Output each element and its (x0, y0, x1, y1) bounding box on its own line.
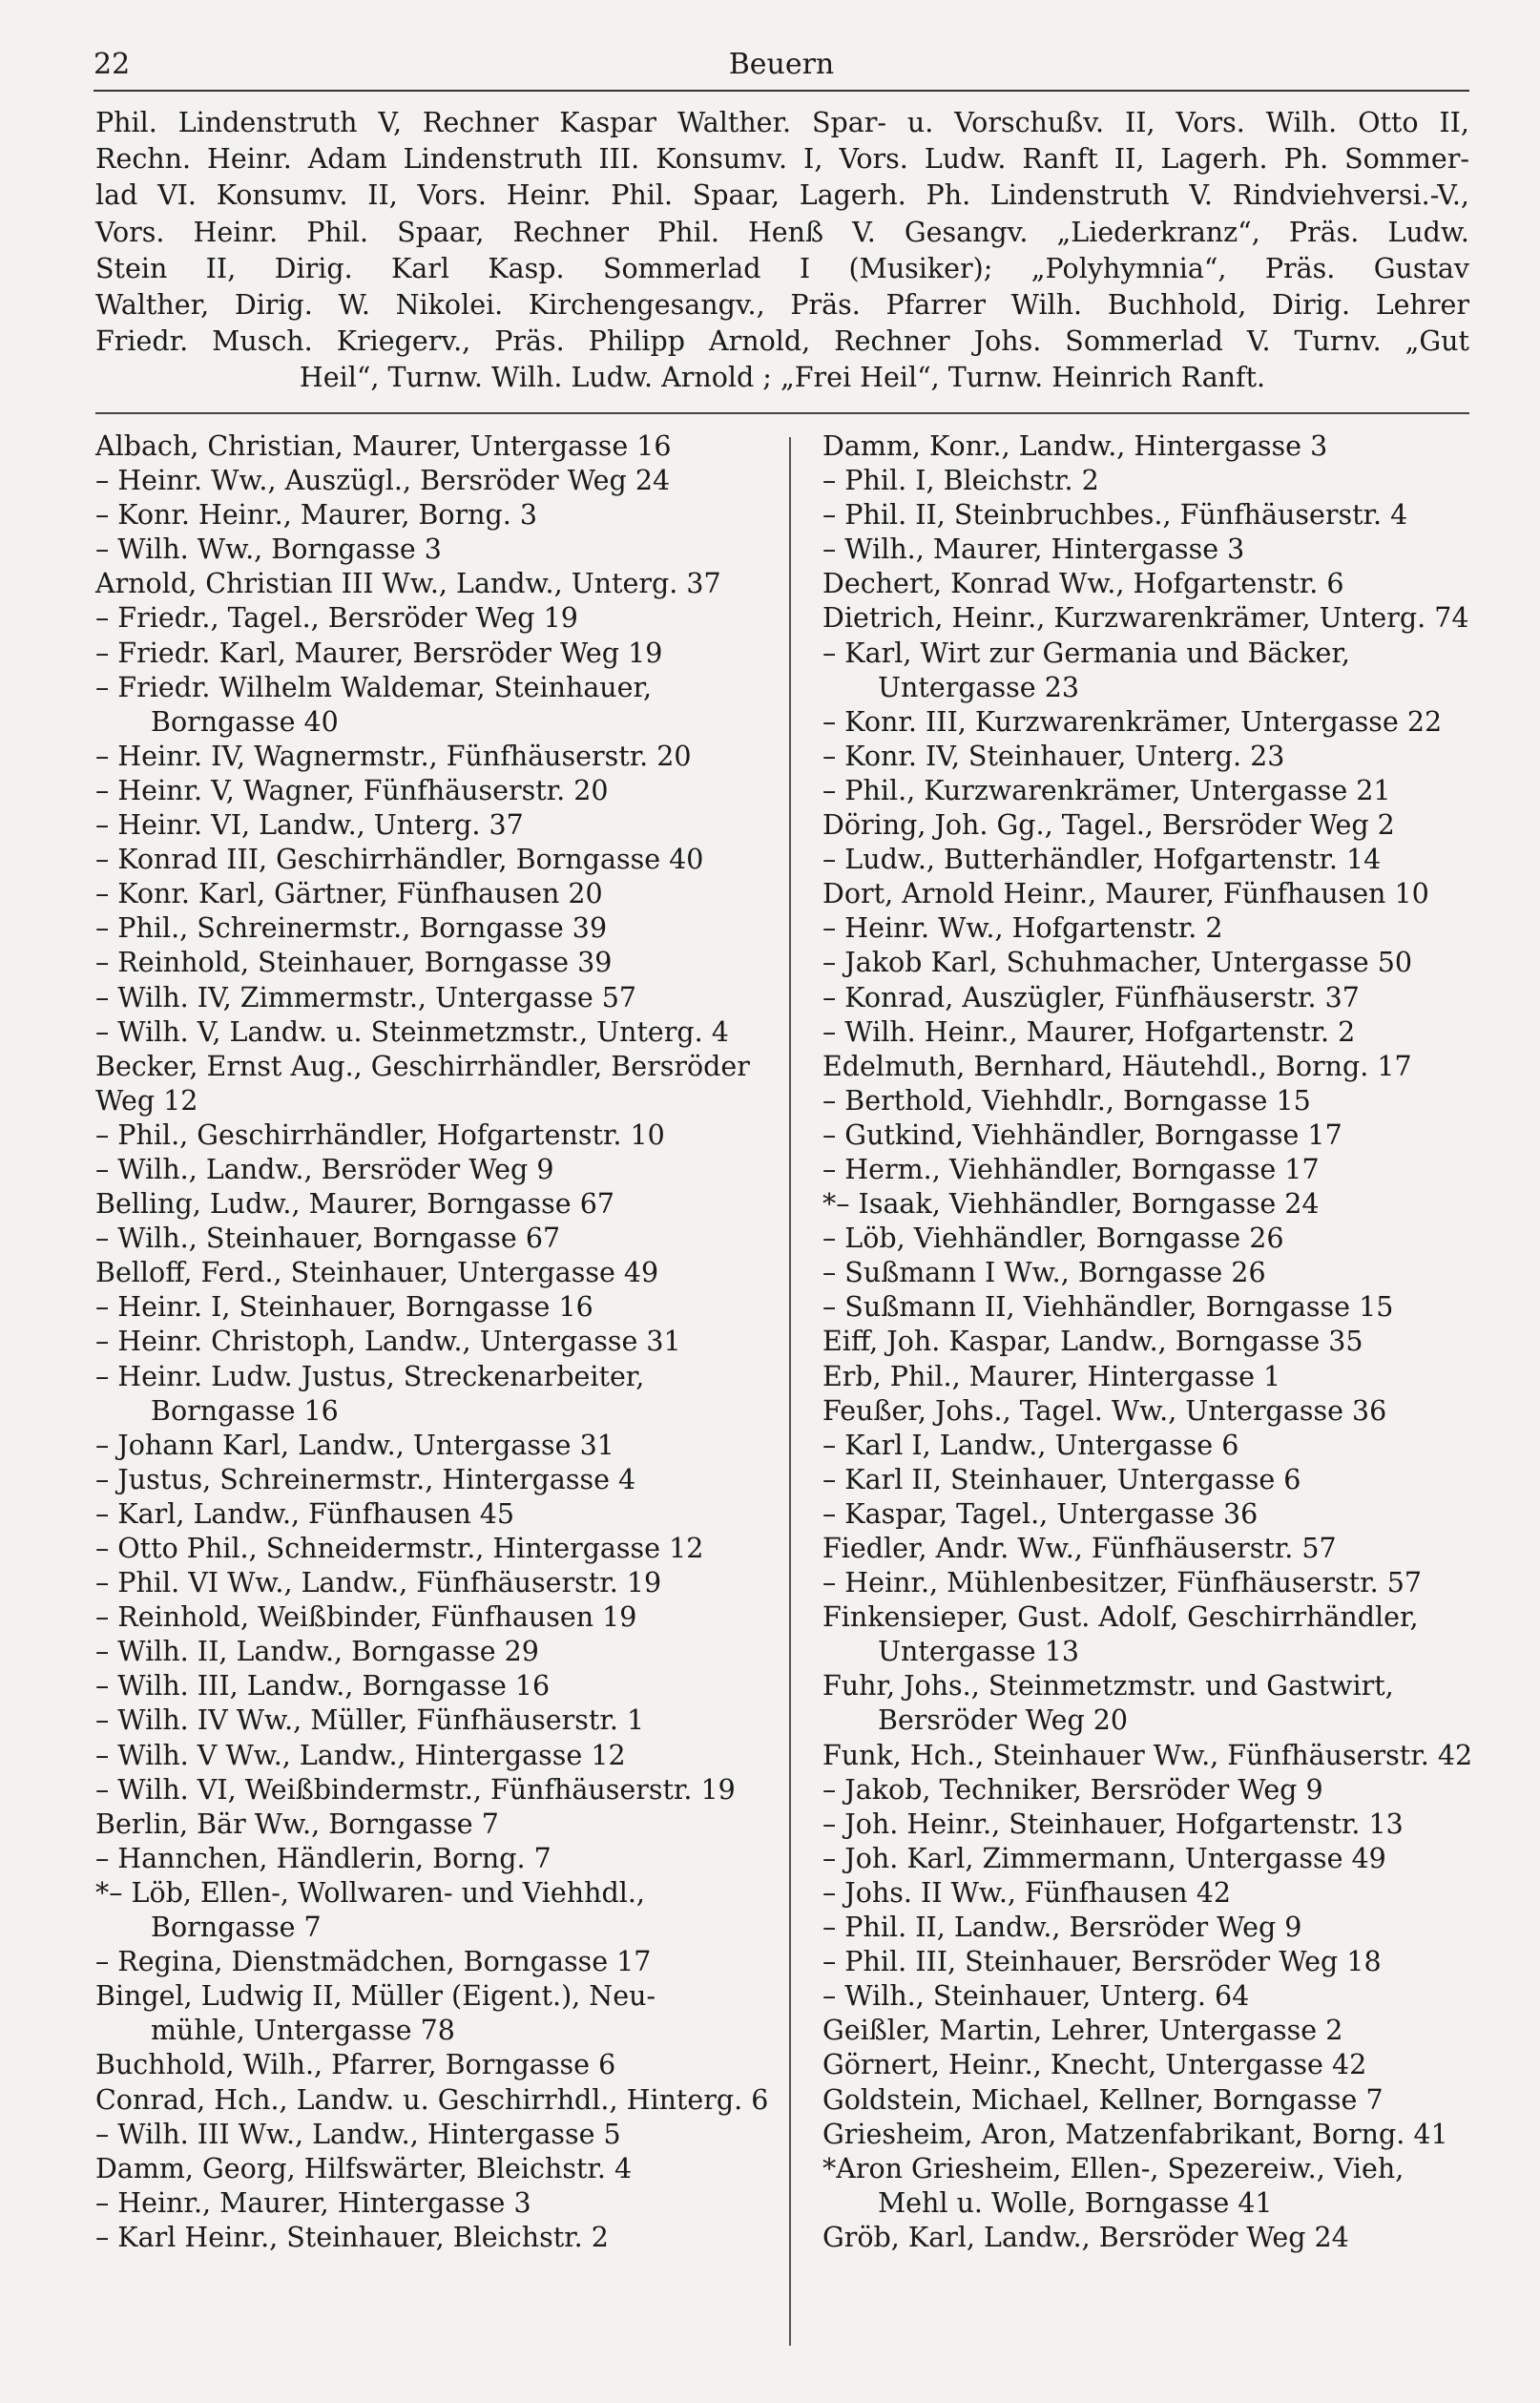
directory-entry: Bingel, Ludwig II, Müller (Eigent.), Neu- (95, 1980, 656, 2013)
directory-entry: – Heinr. Ww., Hofgartenstr. 2 (822, 912, 1223, 945)
directory-entry: – Joh. Heinr., Steinhauer, Hofgartenstr. 13 (822, 1807, 1404, 1840)
directory-entry: – Heinr. V, Wagner, Fünfhäuserstr. 20 (95, 774, 609, 806)
directory-entry: – Phil. VI Ww., Landw., Fünfhäuserstr. 19 (95, 1567, 662, 1599)
intro-line: Phil. Lindenstruth V, Rechner Kaspar Walther. Spar- u. Vorschußv. II, Vors. Wilh. Otto II, (95, 107, 1469, 138)
directory-entry: Borngasse 16 (151, 1394, 339, 1427)
directory-entry: Goldstein, Michael, Kellner, Borngasse 7 (822, 2083, 1384, 2116)
directory-entry: Fiedler, Andr. Ww., Fünfhäuserstr. 57 (822, 1533, 1337, 1564)
directory-entry: – Karl, Wirt zur Germania und Bäcker, (822, 637, 1350, 669)
directory-entry: – Karl, Landw., Fünfhausen 45 (95, 1497, 515, 1530)
intro-line: Vors. Heinr. Phil. Spaar, Rechner Phil. Henß V. Gesangv. „Liederkranz“, Präs. Ludw. (95, 216, 1469, 248)
directory-entry: – Wilh. III Ww., Landw., Hintergasse 5 (95, 2118, 621, 2150)
directory-entry: – Karl I, Landw., Untergasse 6 (822, 1429, 1239, 1461)
directory-entry: – Phil. II, Landw., Bersröder Weg 9 (822, 1912, 1302, 1944)
directory-entry: Borngasse 7 (151, 1912, 322, 1944)
directory-entry: Becker, Ernst Aug., Geschirrhändler, Bersröder (95, 1050, 750, 1082)
directory-entry: – Konr. IV, Steinhauer, Unterg. 23 (822, 740, 1285, 772)
directory-entry: – Herm., Viehhändler, Borngasse 17 (822, 1153, 1320, 1185)
directory-entry: – Ludw., Butterhändler, Hofgartenstr. 14 (822, 844, 1382, 876)
directory-entry: Dechert, Konrad Ww., Hofgartenstr. 6 (822, 568, 1344, 600)
header-rule (94, 90, 1469, 92)
directory-entry: – Wilh., Landw., Bersröder Weg 9 (95, 1153, 554, 1185)
residents-column-left (95, 429, 769, 2255)
directory-entry: Berlin, Bär Ww., Borngasse 7 (95, 1807, 499, 1840)
directory-entry: – Heinr., Mühlenbesitzer, Fünfhäuserstr. 57 (822, 1567, 1423, 1599)
directory-entry: – Wilh. IV, Zimmermstr., Untergasse 57 (95, 981, 637, 1013)
directory-entry: – Heinr. VI, Landw., Unterg. 37 (95, 809, 524, 842)
directory-entry: – Regina, Dienstmädchen, Borngasse 17 (95, 1946, 652, 1978)
directory-entry: – Sußmann II, Viehhändler, Borngasse 15 (822, 1291, 1394, 1324)
directory-entry: – Phil., Geschirrhändler, Hofgartenstr. 10 (95, 1118, 665, 1151)
directory-entry: Belloff, Ferd., Steinhauer, Untergasse 49 (95, 1257, 659, 1289)
directory-entry: – Konr. III, Kurzwarenkrämer, Untergasse 22 (822, 705, 1443, 738)
directory-entry: Dietrich, Heinr., Kurzwarenkrämer, Unterg. 74 (822, 602, 1469, 635)
directory-entry: – Konrad III, Geschirrhändler, Borngasse 40 (95, 844, 704, 876)
directory-entry: – Wilh. Ww., Borngasse 3 (95, 533, 442, 566)
directory-entry: – Kaspar, Tagel., Untergasse 36 (822, 1497, 1259, 1530)
directory-entry: – Jakob, Techniker, Bersröder Weg 9 (822, 1773, 1323, 1806)
directory-entry: – Heinr. IV, Wagnermstr., Fünfhäuserstr. 20 (95, 740, 692, 772)
directory-entry: – Heinr. Christoph, Landw., Untergasse 31 (95, 1326, 681, 1358)
page-number: 22 (94, 48, 131, 81)
directory-entry: *– Isaak, Viehhändler, Borngasse 24 (822, 1188, 1320, 1221)
directory-entry: Damm, Georg, Hilfswärter, Bleichstr. 4 (95, 2152, 633, 2184)
directory-entry: – Wilh., Steinhauer, Borngasse 67 (95, 1222, 561, 1255)
directory-entry: Belling, Ludw., Maurer, Borngasse 67 (95, 1188, 614, 1221)
directory-entry: – Phil., Schreinermstr., Borngasse 39 (95, 912, 608, 945)
residents-column-right (822, 429, 1490, 2255)
directory-entry: – Wilh. III, Landw., Borngasse 16 (95, 1670, 551, 1703)
directory-entry: – Friedr. Karl, Maurer, Bersröder Weg 19 (95, 637, 663, 669)
directory-entry: – Wilh. VI, Weißbindermstr., Fünfhäuserstr. 19 (95, 1773, 736, 1806)
directory-entry: – Wilh., Steinhauer, Unterg. 64 (822, 1980, 1250, 2013)
directory-entry: Albach, Christian, Maurer, Untergasse 16 (95, 430, 672, 462)
directory-entry: Griesheim, Aron, Matzenfabrikant, Borng. 41 (822, 2118, 1448, 2150)
directory-entry: – Phil., Kurzwarenkrämer, Untergasse 21 (822, 774, 1391, 806)
directory-entry: – Wilh. IV Ww., Müller, Fünfhäuserstr. 1 (95, 1704, 645, 1737)
directory-entry: – Heinr. Ludw. Justus, Streckenarbeiter, (95, 1360, 645, 1392)
directory-entry: – Joh. Karl, Zimmermann, Untergasse 49 (822, 1842, 1386, 1874)
directory-entry: – Karl Heinr., Steinhauer, Bleichstr. 2 (95, 2221, 609, 2253)
section-rule (95, 412, 1469, 414)
directory-entry: mühle, Untergasse 78 (151, 2015, 455, 2047)
intro-line: Friedr. Musch. Kriegerv., Präs. Philipp Arnold, Rechner Johs. Sommerlad V. Turnv. „Gut (95, 325, 1469, 358)
directory-entry: – Johann Karl, Landw., Untergasse 31 (95, 1429, 614, 1461)
directory-entry: Eiff, Joh. Kaspar, Landw., Borngasse 35 (822, 1326, 1363, 1358)
directory-entry: – Heinr. Ww., Auszügl., Bersröder Weg 24 (95, 465, 671, 497)
directory-entry: – Heinr., Maurer, Hintergasse 3 (95, 2186, 531, 2219)
associations-paragraph (95, 105, 1469, 397)
directory-entry: Edelmuth, Bernhard, Häutehdl., Borng. 17 (822, 1050, 1412, 1082)
directory-entry: Finkensieper, Gust. Adolf, Geschirrhändler, (822, 1601, 1419, 1634)
intro-line: Rechn. Heinr. Adam Lindenstruth III. Konsumv. I, Vors. Ludw. Ranft II, Lagerh. Ph. Sommer- (95, 143, 1469, 176)
directory-entry: – Konr. Heinr., Maurer, Borng. 3 (95, 499, 538, 532)
directory-entry: Damm, Konr., Landw., Hintergasse 3 (822, 430, 1328, 462)
directory-entry: – Konr. Karl, Gärtner, Fünfhausen 20 (95, 878, 603, 910)
directory-entry: – Wilh., Maurer, Hintergasse 3 (822, 533, 1245, 566)
directory-entry: – Wilh. II, Landw., Borngasse 29 (95, 1636, 539, 1668)
directory-entry: Funk, Hch., Steinhauer Ww., Fünfhäuserstr. 42 (822, 1739, 1473, 1771)
directory-entry: Dort, Arnold Heinr., Maurer, Fünfhausen 10 (822, 878, 1429, 910)
directory-entry: – Johs. II Ww., Fünfhausen 42 (822, 1876, 1231, 1909)
directory-entry: – Wilh. V Ww., Landw., Hintergasse 12 (95, 1739, 626, 1771)
directory-entry: Bersröder Weg 20 (878, 1704, 1129, 1737)
directory-entry: Döring, Joh. Gg., Tagel., Bersröder Weg 2 (822, 809, 1395, 842)
page-header (94, 48, 1469, 90)
directory-entry: – Phil. I, Bleichstr. 2 (822, 465, 1099, 497)
directory-entry: Untergasse 23 (878, 671, 1079, 703)
directory-entry: Borngasse 40 (151, 705, 339, 738)
directory-entry: – Heinr. I, Steinhauer, Borngasse 16 (95, 1291, 593, 1324)
intro-line: Walther, Dirig. W. Nikolei. Kirchengesangv., Präs. Pfarrer Wilh. Buchhold, Dirig. Lehrer (95, 289, 1469, 322)
directory-entry: – Wilh. Heinr., Maurer, Hofgartenstr. 2 (822, 1015, 1356, 1048)
directory-entry: Conrad, Hch., Landw. u. Geschirrhdl., Hinterg. 6 (95, 2083, 769, 2116)
directory-entry: Untergasse 13 (878, 1636, 1079, 1668)
directory-entry: *Aron Griesheim, Ellen-, Spezereiw., Vieh, (822, 2152, 1405, 2184)
running-title: Beuern (728, 48, 835, 81)
directory-entry: – Reinhold, Weißbinder, Fünfhausen 19 (95, 1601, 637, 1634)
directory-entry: *– Löb, Ellen-, Wollwaren- und Viehhdl., (95, 1876, 645, 1909)
directory-entry: Feußer, Johs., Tagel. Ww., Untergasse 36 (822, 1394, 1387, 1427)
directory-entry: – Friedr., Tagel., Bersröder Weg 19 (95, 602, 578, 635)
directory-entry: – Phil. II, Steinbruchbes., Fünfhäuserstr. 4 (822, 499, 1408, 532)
directory-entry: – Justus, Schreinermstr., Hintergasse 4 (95, 1463, 636, 1495)
directory-entry: Geißler, Martin, Lehrer, Untergasse 2 (822, 2015, 1343, 2047)
directory-entry: Arnold, Christian III Ww., Landw., Unterg. 37 (95, 568, 721, 600)
directory-entry: – Karl II, Steinhauer, Untergasse 6 (822, 1463, 1301, 1495)
directory-entry: Görnert, Heinr., Knecht, Untergasse 42 (822, 2049, 1367, 2081)
directory-entry: Fuhr, Johs., Steinmetzmstr. und Gastwirt, (822, 1670, 1394, 1703)
directory-entry: – Phil. III, Steinhauer, Bersröder Weg 18 (822, 1946, 1382, 1978)
directory-entry: Weg 12 (95, 1084, 198, 1117)
directory-entry: Gröb, Karl, Landw., Bersröder Weg 24 (822, 2221, 1349, 2253)
intro-line: lad VI. Konsumv. II, Vors. Heinr. Phil. Spaar, Lagerh. Ph. Lindenstruth V. Rindviehversi.-V., (95, 179, 1469, 212)
directory-entry: Erb, Phil., Maurer, Hintergasse 1 (822, 1360, 1281, 1392)
directory-entry: – Reinhold, Steinhauer, Borngasse 39 (95, 947, 613, 979)
directory-entry: – Otto Phil., Schneidermstr., Hintergasse 12 (95, 1533, 704, 1564)
intro-line: Stein II, Dirig. Karl Kasp. Sommerlad I (Musiker); „Polyhymnia“, Präs. Gustav (95, 252, 1469, 284)
directory-entry: – Hannchen, Händlerin, Borng. 7 (95, 1842, 551, 1874)
directory-entry: Mehl u. Wolle, Borngasse 41 (878, 2186, 1273, 2219)
directory-entry: – Friedr. Wilhelm Waldemar, Steinhauer, (95, 671, 653, 703)
directory-entry: – Löb, Viehhändler, Borngasse 26 (822, 1222, 1284, 1255)
directory-entry: – Gutkind, Viehhändler, Borngasse 17 (822, 1118, 1342, 1151)
directory-entry: – Wilh. V, Landw. u. Steinmetzmstr., Unterg. 4 (95, 1015, 729, 1048)
directory-entry: – Konrad, Auszügler, Fünfhäuserstr. 37 (822, 981, 1360, 1013)
column-divider (789, 437, 791, 2346)
directory-entry: – Berthold, Viehhdlr., Borngasse 15 (822, 1084, 1311, 1117)
directory-entry: – Sußmann I Ww., Borngasse 26 (822, 1257, 1266, 1289)
directory-entry: – Jakob Karl, Schuhmacher, Untergasse 50 (822, 947, 1412, 979)
intro-line: Heil“, Turnw. Wilh. Ludw. Arnold ; „Frei Heil“, Turnw. Heinrich Ranft. (299, 362, 1266, 394)
directory-entry: Buchhold, Wilh., Pfarrer, Borngasse 6 (95, 2049, 616, 2081)
